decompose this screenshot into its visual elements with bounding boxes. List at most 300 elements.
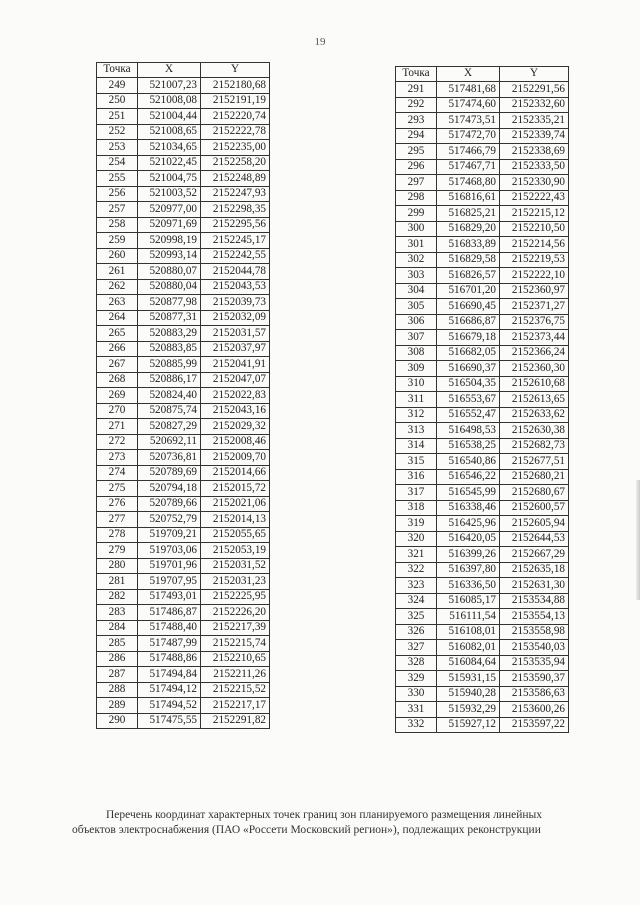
coordinates-table-right — [395, 66, 569, 733]
cell-point: 318 — [396, 500, 437, 516]
cell-point: 250 — [97, 93, 138, 109]
cell-point: 269 — [97, 388, 138, 404]
footer-line-1: Перечень координат характерных точек границ зон планируемого размещения линейных — [106, 809, 543, 821]
cell-point: 298 — [396, 190, 437, 206]
table-row — [97, 403, 270, 419]
scan-edge-shadow — [636, 480, 640, 600]
cell-y: 2152225,95 — [201, 589, 270, 605]
cell-x: 516829,20 — [437, 221, 500, 237]
table-row — [97, 496, 270, 512]
cell-y: 2152291,56 — [500, 82, 569, 98]
cell-point: 299 — [396, 206, 437, 222]
table-row — [396, 345, 569, 361]
table-row — [396, 547, 569, 563]
cell-y: 2153597,22 — [500, 717, 569, 733]
table-row — [97, 78, 270, 94]
coordinates-table-left — [96, 62, 270, 729]
cell-point: 253 — [97, 140, 138, 156]
cell-point: 293 — [396, 113, 437, 129]
cell-x: 520993,14 — [138, 248, 201, 264]
cell-point: 268 — [97, 372, 138, 388]
cell-x: 517494,84 — [138, 667, 201, 683]
table-row — [396, 392, 569, 408]
cell-y: 2152371,27 — [500, 299, 569, 315]
cell-x: 517486,87 — [138, 605, 201, 621]
table-row — [97, 419, 270, 435]
cell-point: 292 — [396, 97, 437, 113]
table-row — [97, 558, 270, 574]
cell-point: 254 — [97, 155, 138, 171]
cell-y: 2152008,46 — [201, 434, 270, 450]
table-row — [97, 620, 270, 636]
cell-x: 521022,45 — [138, 155, 201, 171]
cell-y: 2153535,94 — [500, 655, 569, 671]
table-row — [97, 93, 270, 109]
cell-x: 517474,60 — [437, 97, 500, 113]
table-row — [396, 624, 569, 640]
cell-x: 516538,25 — [437, 438, 500, 454]
cell-x: 515932,29 — [437, 702, 500, 718]
table-row — [97, 264, 270, 280]
cell-point: 288 — [97, 682, 138, 698]
cell-x: 516686,87 — [437, 314, 500, 330]
cell-point: 255 — [97, 171, 138, 187]
cell-x: 516504,35 — [437, 376, 500, 392]
cell-y: 2152210,65 — [201, 651, 270, 667]
cell-x: 516829,58 — [437, 252, 500, 268]
table-row — [396, 190, 569, 206]
cell-point: 287 — [97, 667, 138, 683]
cell-y: 2152211,26 — [201, 667, 270, 683]
cell-y: 2152022,83 — [201, 388, 270, 404]
table-row — [97, 372, 270, 388]
cell-y: 2152222,10 — [500, 268, 569, 284]
table-row — [97, 295, 270, 311]
table-row — [97, 512, 270, 528]
cell-y: 2153540,03 — [500, 640, 569, 656]
cell-y: 2152191,19 — [201, 93, 270, 109]
cell-y: 2152219,53 — [500, 252, 569, 268]
table-row — [396, 330, 569, 346]
cell-x: 520880,04 — [138, 279, 201, 295]
cell-x: 521004,44 — [138, 109, 201, 125]
table-row — [396, 376, 569, 392]
table-row — [97, 450, 270, 466]
table-row — [396, 609, 569, 625]
cell-x: 519701,96 — [138, 558, 201, 574]
cell-x: 520875,74 — [138, 403, 201, 419]
cell-point: 286 — [97, 651, 138, 667]
cell-x: 516082,01 — [437, 640, 500, 656]
cell-x: 520794,18 — [138, 481, 201, 497]
cell-y: 2152335,21 — [500, 113, 569, 129]
cell-point: 263 — [97, 295, 138, 311]
cell-y: 2153534,88 — [500, 593, 569, 609]
table-row — [97, 326, 270, 342]
cell-x: 520885,99 — [138, 357, 201, 373]
table-row — [396, 144, 569, 160]
cell-y: 2152360,97 — [500, 283, 569, 299]
cell-x: 517473,51 — [437, 113, 500, 129]
cell-point: 327 — [396, 640, 437, 656]
cell-x: 517493,01 — [138, 589, 201, 605]
cell-y: 2152029,32 — [201, 419, 270, 435]
cell-point: 279 — [97, 543, 138, 559]
table-row — [396, 531, 569, 547]
cell-y: 2152039,73 — [201, 295, 270, 311]
cell-x: 521007,23 — [138, 78, 201, 94]
cell-x: 516682,05 — [437, 345, 500, 361]
cell-point: 320 — [396, 531, 437, 547]
table-row — [97, 574, 270, 590]
cell-y: 2152605,94 — [500, 516, 569, 532]
cell-y: 2152373,44 — [500, 330, 569, 346]
cell-y: 2152682,73 — [500, 438, 569, 454]
cell-y: 2152037,97 — [201, 341, 270, 357]
table-row — [396, 407, 569, 423]
cell-x: 515931,15 — [437, 671, 500, 687]
header-point: Точка — [97, 63, 138, 78]
table-row — [396, 175, 569, 191]
cell-point: 291 — [396, 82, 437, 98]
cell-point: 310 — [396, 376, 437, 392]
cell-x: 517475,55 — [138, 713, 201, 729]
footer-line-2: объектов электроснабжения (ПАО «Россети Московский регион»), подлежащих реконструкции — [72, 823, 541, 836]
cell-y: 2152047,07 — [201, 372, 270, 388]
table-row — [396, 562, 569, 578]
cell-y: 2152031,23 — [201, 574, 270, 590]
cell-point: 319 — [396, 516, 437, 532]
cell-point: 272 — [97, 434, 138, 450]
cell-point: 325 — [396, 609, 437, 625]
cell-point: 249 — [97, 78, 138, 94]
table-header-row — [97, 63, 270, 78]
cell-x: 520736,81 — [138, 450, 201, 466]
cell-x: 520692,11 — [138, 434, 201, 450]
cell-point: 328 — [396, 655, 437, 671]
cell-y: 2152330,90 — [500, 175, 569, 191]
cell-point: 332 — [396, 717, 437, 733]
cell-y: 2152044,78 — [201, 264, 270, 280]
cell-point: 270 — [97, 403, 138, 419]
cell-y: 2152339,74 — [500, 128, 569, 144]
table-row — [396, 516, 569, 532]
table-row — [396, 702, 569, 718]
table-row — [97, 636, 270, 652]
cell-point: 331 — [396, 702, 437, 718]
cell-point: 305 — [396, 299, 437, 315]
cell-point: 329 — [396, 671, 437, 687]
cell-y: 2152217,39 — [201, 620, 270, 636]
cell-x: 517472,70 — [437, 128, 500, 144]
table-row — [97, 388, 270, 404]
cell-x: 516397,80 — [437, 562, 500, 578]
header-x: X — [138, 63, 201, 78]
cell-y: 2152680,21 — [500, 469, 569, 485]
cell-y: 2152055,65 — [201, 527, 270, 543]
header-point: Точка — [396, 67, 437, 82]
cell-point: 317 — [396, 485, 437, 501]
cell-point: 321 — [396, 547, 437, 563]
table-row — [396, 578, 569, 594]
cell-x: 520883,29 — [138, 326, 201, 342]
cell-y: 2152215,74 — [201, 636, 270, 652]
cell-y: 2152680,67 — [500, 485, 569, 501]
table-row — [97, 140, 270, 156]
cell-point: 304 — [396, 283, 437, 299]
cell-y: 2152333,50 — [500, 159, 569, 175]
table-row — [396, 113, 569, 129]
table-row — [97, 310, 270, 326]
cell-x: 520824,40 — [138, 388, 201, 404]
cell-point: 256 — [97, 186, 138, 202]
cell-point: 276 — [97, 496, 138, 512]
cell-x: 517488,86 — [138, 651, 201, 667]
cell-x: 516546,22 — [437, 469, 500, 485]
cell-y: 2152041,91 — [201, 357, 270, 373]
cell-x: 515927,12 — [437, 717, 500, 733]
cell-point: 284 — [97, 620, 138, 636]
cell-y: 2152633,62 — [500, 407, 569, 423]
cell-point: 308 — [396, 345, 437, 361]
cell-x: 516498,53 — [437, 423, 500, 439]
cell-point: 264 — [97, 310, 138, 326]
table-row — [97, 124, 270, 140]
cell-y: 2152031,52 — [201, 558, 270, 574]
table-row — [396, 97, 569, 113]
table-row — [396, 283, 569, 299]
table-row — [97, 713, 270, 729]
cell-point: 296 — [396, 159, 437, 175]
cell-x: 520789,66 — [138, 496, 201, 512]
table-row — [97, 698, 270, 714]
table-row — [396, 686, 569, 702]
cell-point: 309 — [396, 361, 437, 377]
cell-point: 278 — [97, 527, 138, 543]
cell-y: 2152053,19 — [201, 543, 270, 559]
table-row — [396, 252, 569, 268]
cell-y: 2152248,89 — [201, 171, 270, 187]
cell-point: 280 — [97, 558, 138, 574]
cell-x: 521004,75 — [138, 171, 201, 187]
table-row — [396, 500, 569, 516]
cell-y: 2152217,17 — [201, 698, 270, 714]
cell-x: 517487,99 — [138, 636, 201, 652]
cell-point: 323 — [396, 578, 437, 594]
table-row — [97, 589, 270, 605]
page-number: 19 — [314, 36, 326, 48]
cell-point: 300 — [396, 221, 437, 237]
cell-y: 2153590,37 — [500, 671, 569, 687]
cell-y: 2152291,82 — [201, 713, 270, 729]
cell-y: 2152613,65 — [500, 392, 569, 408]
table-row — [396, 221, 569, 237]
cell-y: 2152360,30 — [500, 361, 569, 377]
cell-point: 312 — [396, 407, 437, 423]
table-row — [396, 640, 569, 656]
cell-y: 2152245,17 — [201, 233, 270, 249]
cell-x: 517467,71 — [437, 159, 500, 175]
table-row — [97, 186, 270, 202]
cell-point: 306 — [396, 314, 437, 330]
cell-point: 297 — [396, 175, 437, 191]
cell-x: 521034,65 — [138, 140, 201, 156]
cell-point: 258 — [97, 217, 138, 233]
cell-x: 519707,95 — [138, 574, 201, 590]
cell-x: 516833,89 — [437, 237, 500, 253]
cell-y: 2152242,55 — [201, 248, 270, 264]
table-row — [97, 434, 270, 450]
cell-x: 520789,69 — [138, 465, 201, 481]
cell-x: 516108,01 — [437, 624, 500, 640]
cell-point: 266 — [97, 341, 138, 357]
cell-point: 324 — [396, 593, 437, 609]
cell-point: 315 — [396, 454, 437, 470]
cell-point: 326 — [396, 624, 437, 640]
table-row — [396, 361, 569, 377]
cell-y: 2153600,26 — [500, 702, 569, 718]
cell-point: 265 — [97, 326, 138, 342]
table-row — [396, 268, 569, 284]
cell-y: 2152222,43 — [500, 190, 569, 206]
cell-x: 516425,96 — [437, 516, 500, 532]
cell-y: 2152180,68 — [201, 78, 270, 94]
cell-y: 2152338,69 — [500, 144, 569, 160]
cell-point: 316 — [396, 469, 437, 485]
cell-point: 290 — [97, 713, 138, 729]
cell-y: 2152014,66 — [201, 465, 270, 481]
cell-point: 277 — [97, 512, 138, 528]
cell-x: 520971,69 — [138, 217, 201, 233]
table-row — [396, 159, 569, 175]
table-row — [396, 237, 569, 253]
table-row — [396, 206, 569, 222]
table-header-row — [396, 67, 569, 82]
cell-y: 2152298,35 — [201, 202, 270, 218]
table-row — [97, 109, 270, 125]
table-row — [97, 465, 270, 481]
cell-point: 267 — [97, 357, 138, 373]
footer-paragraph — [72, 808, 592, 838]
cell-point: 273 — [97, 450, 138, 466]
cell-x: 520752,79 — [138, 512, 201, 528]
header-y: Y — [201, 63, 270, 78]
cell-x: 517466,79 — [437, 144, 500, 160]
table-row — [97, 481, 270, 497]
cell-y: 2152043,16 — [201, 403, 270, 419]
cell-y: 2152220,74 — [201, 109, 270, 125]
cell-x: 516679,18 — [437, 330, 500, 346]
cell-x: 520883,85 — [138, 341, 201, 357]
cell-x: 517488,40 — [138, 620, 201, 636]
cell-x: 516399,26 — [437, 547, 500, 563]
cell-y: 2152009,70 — [201, 450, 270, 466]
header-y: Y — [500, 67, 569, 82]
cell-point: 259 — [97, 233, 138, 249]
cell-x: 521003,52 — [138, 186, 201, 202]
table-row — [97, 667, 270, 683]
cell-y: 2152644,53 — [500, 531, 569, 547]
cell-x: 516420,05 — [437, 531, 500, 547]
cell-point: 275 — [97, 481, 138, 497]
cell-x: 516338,46 — [437, 500, 500, 516]
cell-y: 2152366,24 — [500, 345, 569, 361]
table-row — [396, 128, 569, 144]
table-row — [396, 655, 569, 671]
cell-x: 521008,08 — [138, 93, 201, 109]
cell-y: 2152031,57 — [201, 326, 270, 342]
cell-point: 282 — [97, 589, 138, 605]
cell-x: 516545,99 — [437, 485, 500, 501]
table-row — [97, 357, 270, 373]
table-row — [396, 423, 569, 439]
cell-y: 2153554,13 — [500, 609, 569, 625]
table-row — [97, 233, 270, 249]
cell-y: 2153558,98 — [500, 624, 569, 640]
cell-x: 516701,20 — [437, 283, 500, 299]
cell-point: 283 — [97, 605, 138, 621]
cell-x: 515940,28 — [437, 686, 500, 702]
cell-y: 2152226,20 — [201, 605, 270, 621]
cell-y: 2152247,93 — [201, 186, 270, 202]
cell-point: 251 — [97, 109, 138, 125]
cell-x: 521008,65 — [138, 124, 201, 140]
cell-y: 2152215,52 — [201, 682, 270, 698]
cell-y: 2152332,60 — [500, 97, 569, 113]
table-row — [396, 717, 569, 733]
cell-point: 295 — [396, 144, 437, 160]
table-row — [97, 155, 270, 171]
table-row — [396, 438, 569, 454]
cell-point: 313 — [396, 423, 437, 439]
cell-x: 516111,54 — [437, 609, 500, 625]
cell-x: 517468,80 — [437, 175, 500, 191]
table-row — [396, 593, 569, 609]
cell-y: 2152210,50 — [500, 221, 569, 237]
cell-point: 281 — [97, 574, 138, 590]
cell-x: 520880,07 — [138, 264, 201, 280]
table-row — [396, 469, 569, 485]
cell-x: 516552,47 — [437, 407, 500, 423]
cell-x: 516336,50 — [437, 578, 500, 594]
table-row — [97, 682, 270, 698]
table-row — [97, 248, 270, 264]
cell-x: 519703,06 — [138, 543, 201, 559]
table-row — [97, 171, 270, 187]
cell-y: 2153586,63 — [500, 686, 569, 702]
table-row — [97, 217, 270, 233]
cell-x: 516690,37 — [437, 361, 500, 377]
cell-point: 314 — [396, 438, 437, 454]
cell-x: 516085,17 — [437, 593, 500, 609]
cell-x: 517494,52 — [138, 698, 201, 714]
cell-point: 330 — [396, 686, 437, 702]
cell-x: 516540,86 — [437, 454, 500, 470]
cell-y: 2152043,53 — [201, 279, 270, 295]
cell-x: 517494,12 — [138, 682, 201, 698]
cell-y: 2152635,18 — [500, 562, 569, 578]
cell-x: 520977,00 — [138, 202, 201, 218]
cell-y: 2152235,00 — [201, 140, 270, 156]
cell-y: 2152258,20 — [201, 155, 270, 171]
cell-x: 520827,29 — [138, 419, 201, 435]
cell-y: 2152376,75 — [500, 314, 569, 330]
table-row — [97, 202, 270, 218]
cell-point: 257 — [97, 202, 138, 218]
cell-y: 2152015,72 — [201, 481, 270, 497]
cell-point: 322 — [396, 562, 437, 578]
cell-point: 260 — [97, 248, 138, 264]
